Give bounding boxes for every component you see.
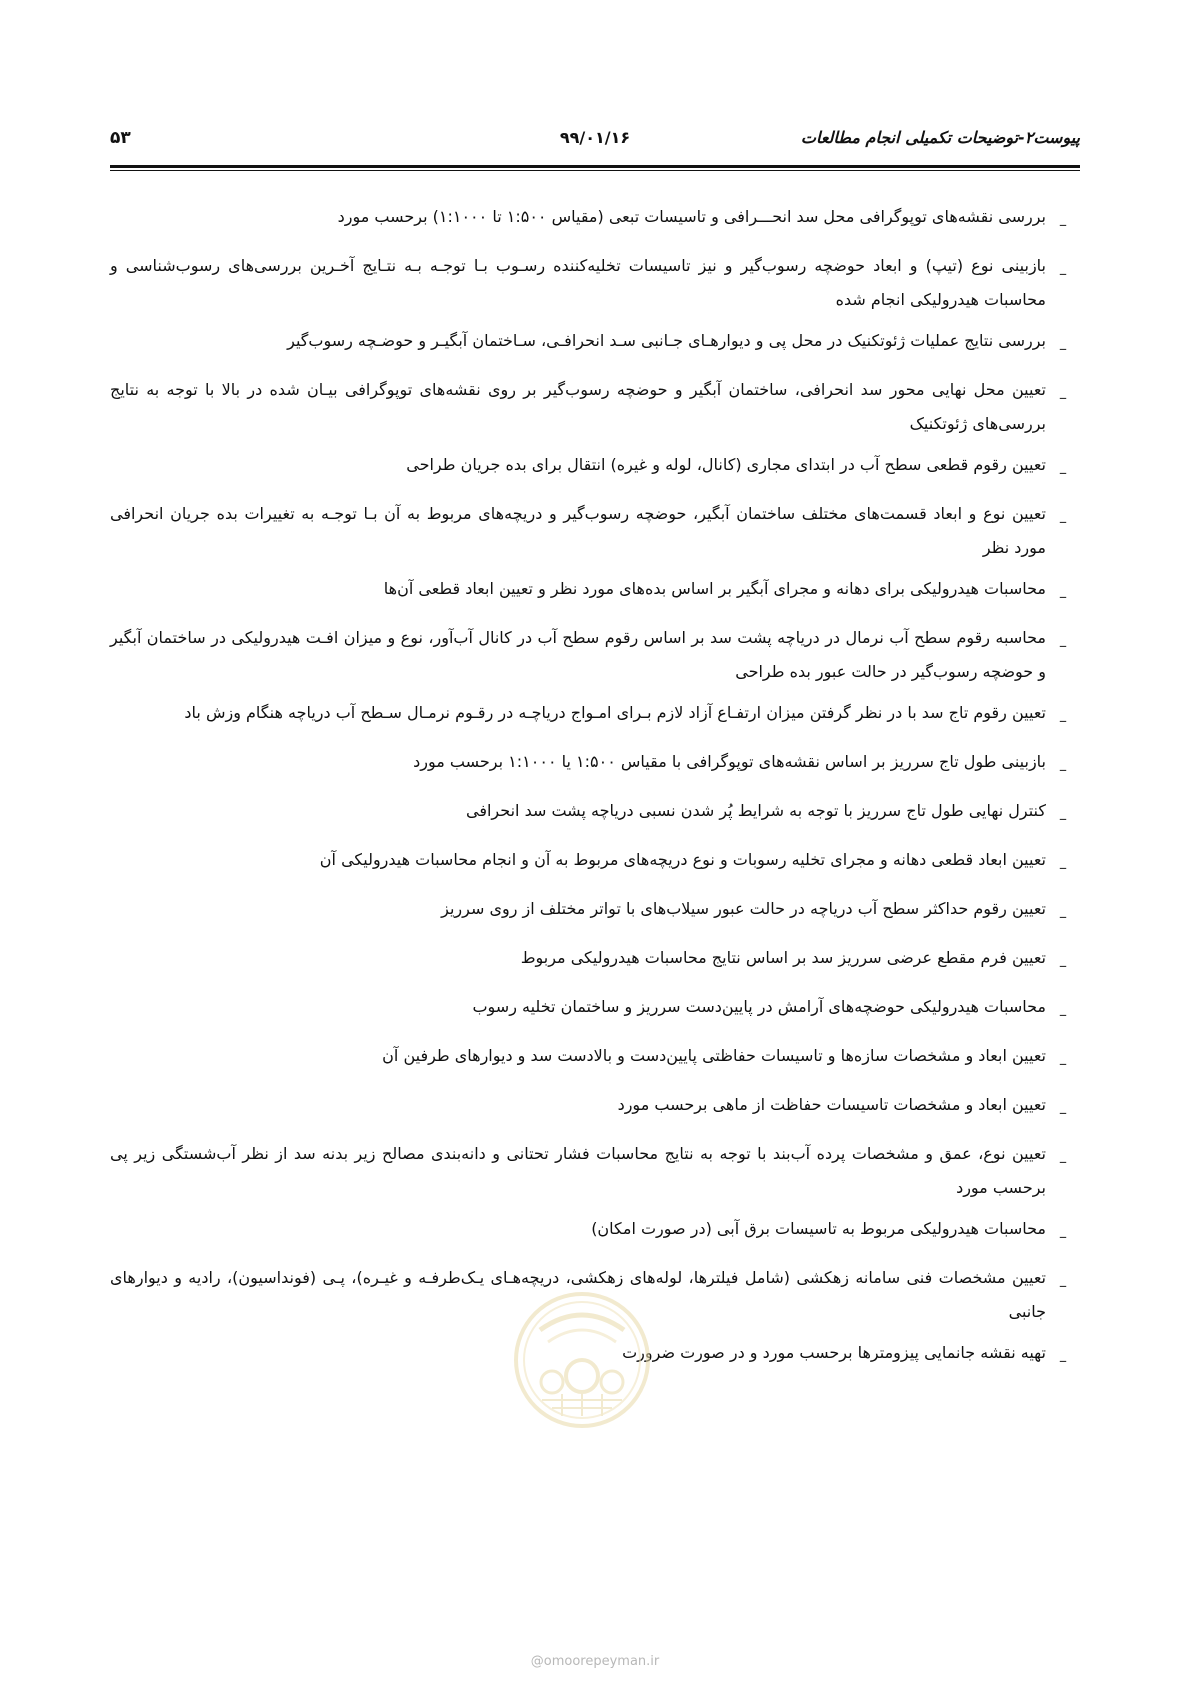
dash-bullet-icon: – [1059,907,1067,926]
bullet-list [110,208,1080,1393]
watermark-url: @omoorepeyman.ir [530,1654,660,1669]
header-rule-thin [110,170,1080,171]
list-item [110,802,1080,836]
list-item [110,456,1080,490]
dash-bullet-icon: – [1059,1227,1067,1246]
list-item [110,1096,1080,1130]
dash-bullet-icon: – [1059,956,1067,975]
dash-bullet-icon: – [1059,636,1067,655]
list-item-text: محاسبات هیدرولیکی حوضچه‌های آرامش در پایین‌دست سرریز و ساختمان تخلیه رسوب [472,997,1046,1016]
dash-bullet-icon: – [1059,1152,1067,1171]
list-item-text: تهیه نقشه جانمایی پیزومترها برحسب مورد و در صورت ضرورت [622,1343,1046,1362]
list-item [110,851,1080,885]
list-item [110,753,1080,787]
dash-bullet-icon: – [1059,711,1067,730]
list-item-text: محاسبات هیدرولیکی مربوط به تاسیسات برق آبی (در صورت امکان) [591,1219,1046,1238]
dash-bullet-icon: – [1059,760,1067,779]
list-item [110,949,1080,983]
list-item-text: محاسبه رقوم سطح آب نرمال در دریاچه پشت سد بر اساس رقوم سطح آب در کانال آب‌آور، نوع و میزان افـت هیدرولیکی در ساختمان آبگیر و حوضچه رسوب‌گیر در حالت عبور بده طراحی [110,628,1046,681]
page-number: ۵۳ [110,128,131,148]
list-item [110,998,1080,1032]
dash-bullet-icon: – [1059,512,1067,531]
list-item-text: تعیین نوع، عمق و مشخصات پرده آب‌بند با توجه به نتایج محاسبات فشار تحتانی و دانه‌بندی مصالح زیر بدنه سد از نظر آب‌شستگی زیر پی برحسب مورد [110,1144,1046,1197]
header-rule-thick [110,165,1080,168]
list-item-text: تعیین نوع و ابعاد قسمت‌های مختلف ساختمان آبگیر، حوضچه رسوب‌گیر و دریچه‌های مربوط به آن بـا توجـه به تغییرات بده جریان انحرافی مورد نظر [110,504,1046,557]
list-item [110,257,1080,317]
dash-bullet-icon: – [1059,587,1067,606]
list-item [110,208,1080,242]
list-item [110,580,1080,614]
dash-bullet-icon: – [1059,858,1067,877]
header-date: ۹۹/۰۱/۱۶ [559,128,631,147]
dash-bullet-icon: – [1059,388,1067,407]
list-item-text: تعیین ابعاد و مشخصات تاسیسات حفاظت از ماهی برحسب مورد [617,1095,1046,1114]
list-item-text: تعیین مشخصات فنی سامانه زهکشی (شامل فیلترها، لوله‌های زهکشی، دریچه‌هـای یـک‌طرفـه و غیـره)، پـی (فونداسیون)، رادیه و دیوارهای جانبی [110,1268,1046,1321]
list-item [110,629,1080,689]
list-item-text: تعیین رقوم تاج سد با در نظر گرفتن میزان ارتفـاع آزاد لازم بـرای امـواج دریاچـه در رقـوم نرمـال سـطح آب دریاچه هنگام وزش باد [184,703,1046,722]
list-item [110,332,1080,366]
list-item [110,900,1080,934]
list-item [110,381,1080,441]
list-item-text: محاسبات هیدرولیکی برای دهانه و مجرای آبگیر بر اساس بده‌های مورد نظر و تعیین ابعاد قطعی آن‌ها [383,579,1046,598]
list-item-text: بازبینی طول تاج سرریز بر اساس نقشه‌های توپوگرافی با مقیاس ۱:۵۰۰ یا ۱:۱۰۰۰ برحسب مورد [413,752,1046,771]
list-item-text: بررسی نتایج عملیات ژئوتکنیک در محل پی و دیوارهـای جـانبی سـد انحرافـی، سـاختمان آبگیـر و حوضـچه رسوب‌گیر [287,331,1046,350]
page-header [110,128,1080,168]
watermark-seal [512,1290,652,1430]
list-item-text: تعیین ابعاد و مشخصات سازه‌ها و تاسیسات حفاظتی پایین‌دست و بالادست سد و دیوارهای طرفین آن [382,1046,1046,1065]
list-item [110,704,1080,738]
dash-bullet-icon: – [1059,1054,1067,1073]
list-item-text: تعیین فرم مقطع عرضی سرریز سد بر اساس نتایج محاسبات هیدرولیکی مربوط [520,948,1046,967]
dash-bullet-icon: – [1059,215,1067,234]
list-item-text: تعیین رقوم حداکثر سطح آب دریاچه در حالت عبور سیلاب‌های با تواتر مختلف از روی سرریز [441,899,1046,918]
list-item-text: کنترل نهایی طول تاج سرریز با توجه به شرایط پُر شدن نسبی دریاچه پشت سد انحرافی [466,801,1046,820]
list-item-text: بررسی نقشه‌های توپوگرافی محل سد انحـــرافی و تاسیسات تبعی (مقیاس ۱:۵۰۰ تا ۱:۱۰۰۰) برحسب مورد [337,207,1046,226]
dash-bullet-icon: – [1059,1005,1067,1024]
list-item-text: تعیین محل نهایی محور سد انحرافی، ساختمان آبگیر و حوضچه رسوب‌گیر بر روی نقشه‌های توپوگرافی بیـان شده در بالا با توجه به نتایج بررسی‌های ژئوتکنیک [110,380,1046,433]
dash-bullet-icon: – [1059,264,1067,283]
dash-bullet-icon: – [1059,339,1067,358]
list-item [110,505,1080,565]
list-item [110,1220,1080,1254]
dash-bullet-icon: – [1059,1351,1067,1370]
dash-bullet-icon: – [1059,1276,1067,1295]
dash-bullet-icon: – [1059,1103,1067,1122]
dash-bullet-icon: – [1059,809,1067,828]
list-item-text: تعیین رقوم قطعی سطح آب در ابتدای مجاری (کانال، لوله و غیره) انتقال برای بده جریان طراحی [406,455,1046,474]
list-item [110,1145,1080,1205]
list-item [110,1047,1080,1081]
header-title: پیوست۲-توضیحات تکمیلی انجام مطالعات [800,128,1080,147]
list-item-text: بازبینی نوع (تیپ) و ابعاد حوضچه رسوب‌گیر و نیز تاسیسات تخلیه‌کننده رسـوب بـا توجـه بـه نتـایج آخـرین بررسی‌های رسوب‌شناسی و محاسبات هیدرولیکی انجام شده [110,256,1046,309]
list-item-text: تعیین ابعاد قطعی دهانه و مجرای تخلیه رسوبات و نوع دریچه‌های مربوط به آن و انجام محاسبات هیدرولیکی آن [319,850,1046,869]
dash-bullet-icon: – [1059,463,1067,482]
